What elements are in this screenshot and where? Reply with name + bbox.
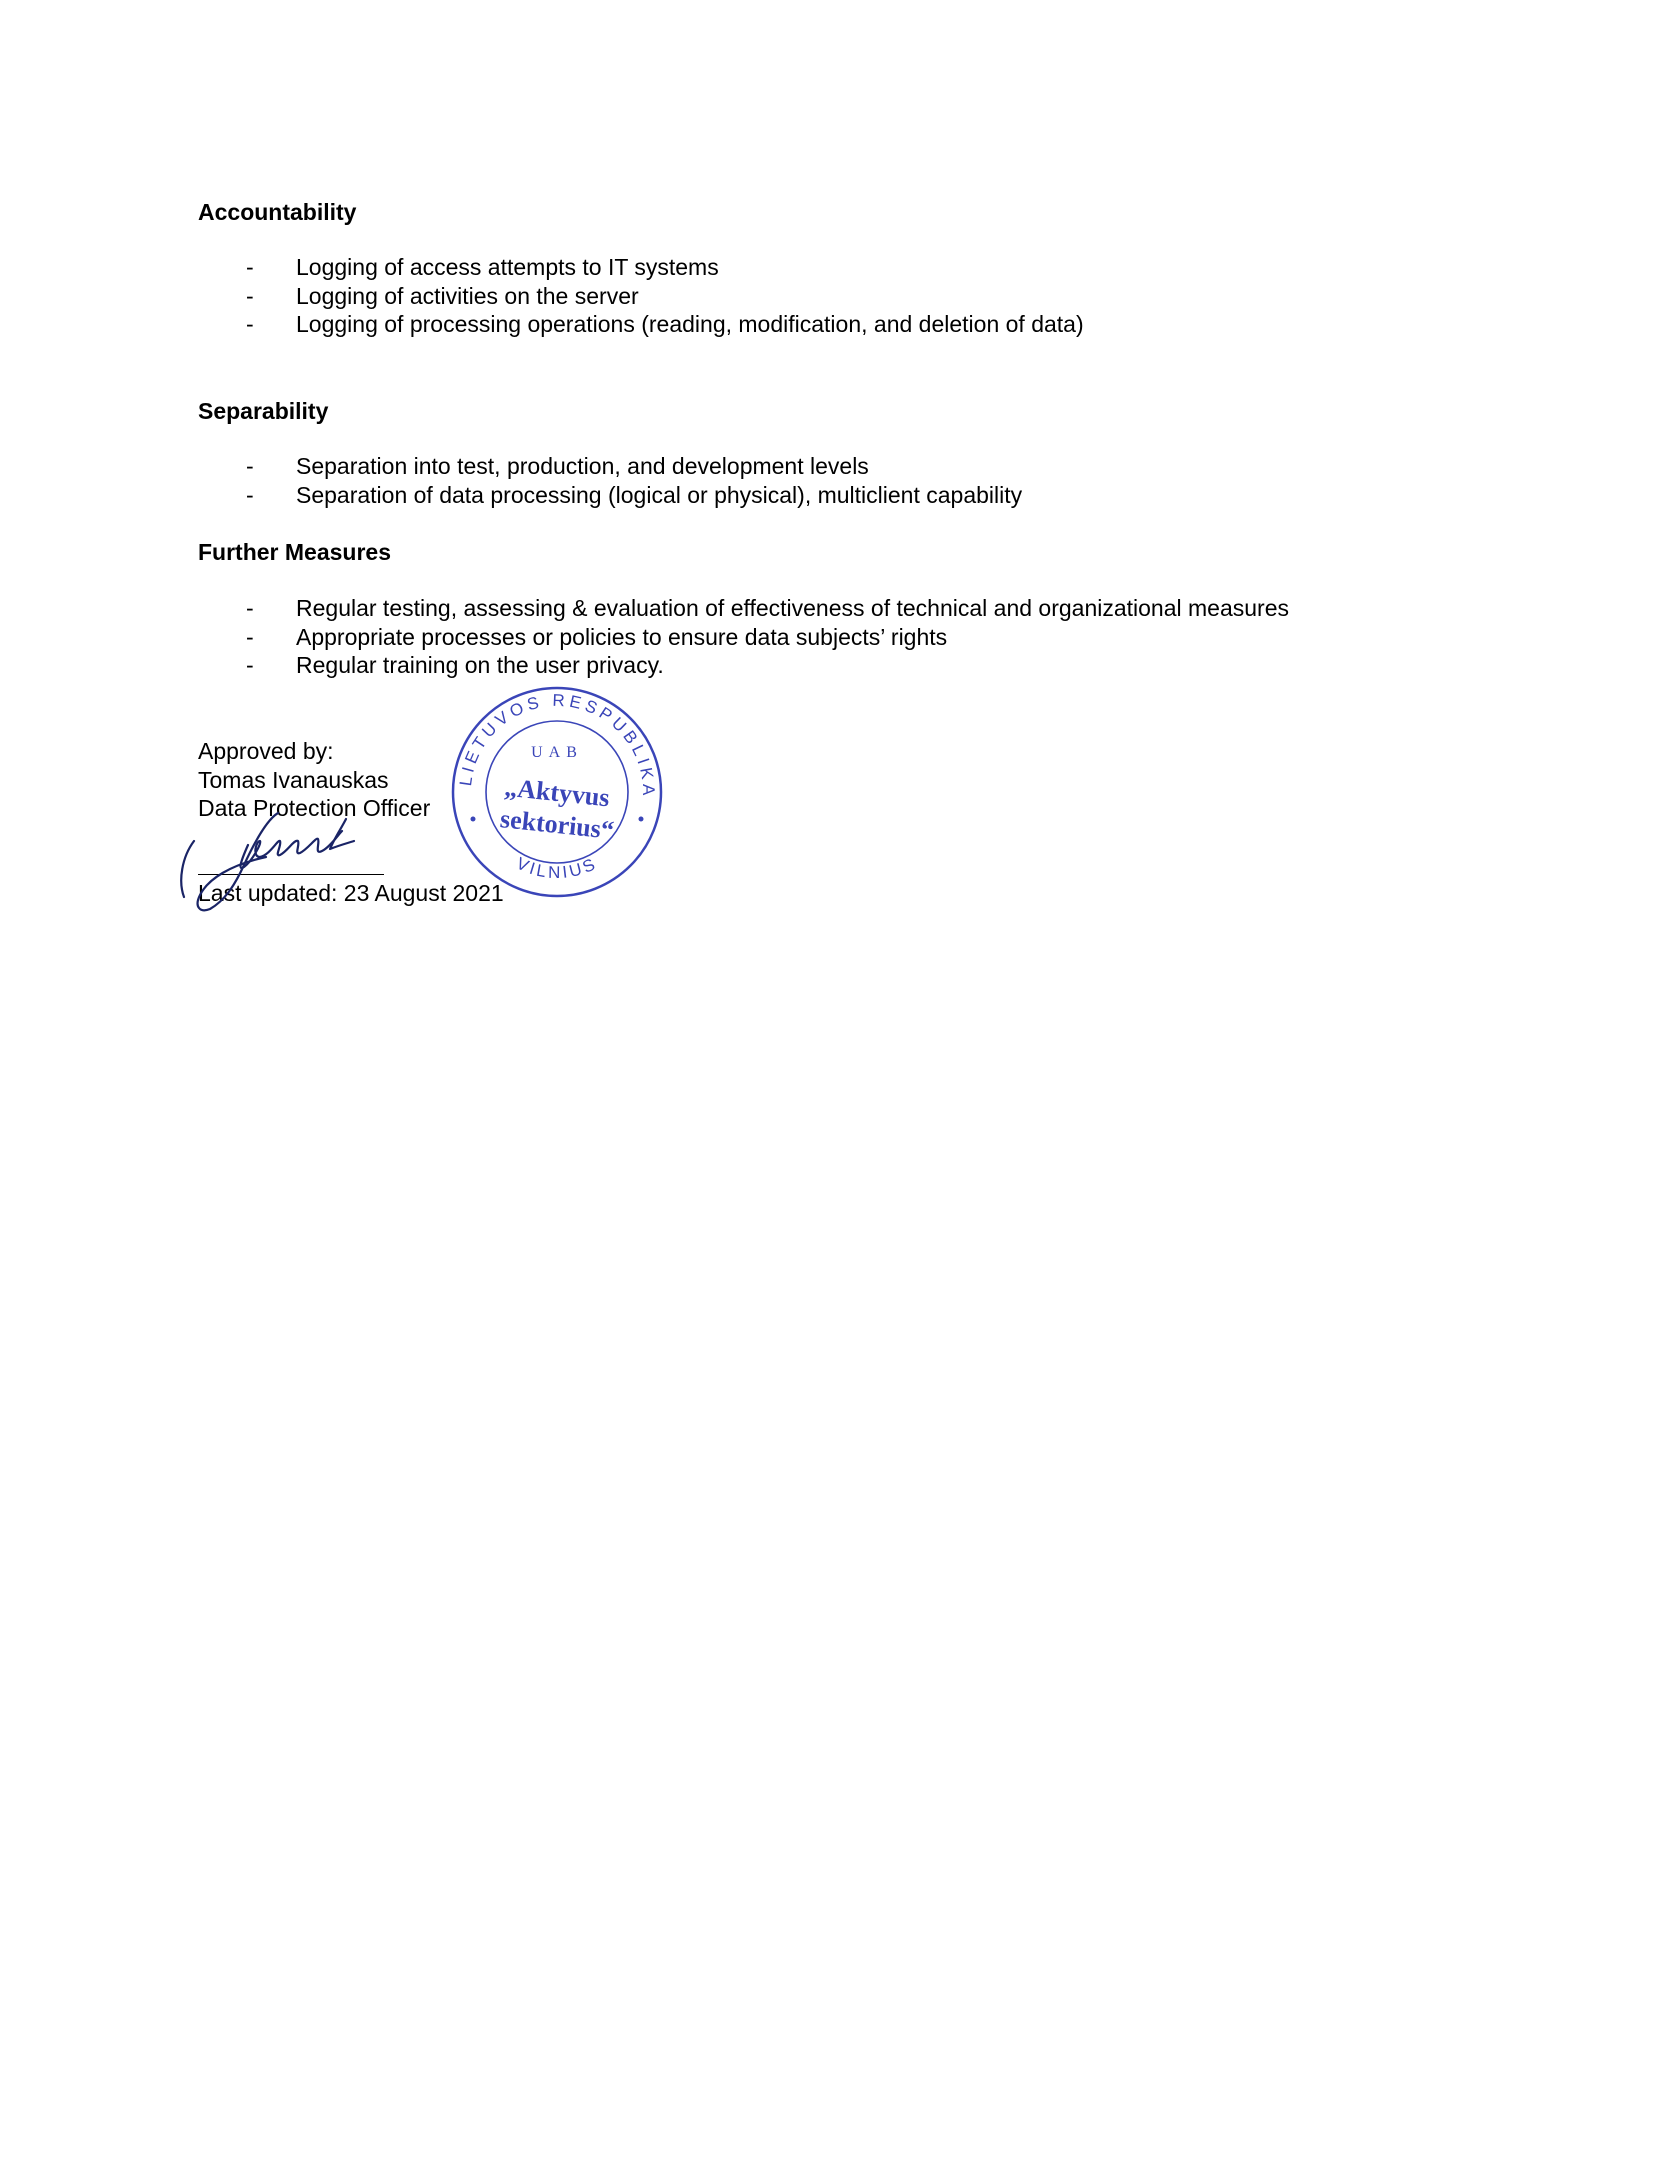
list-item-text: Logging of access attempts to IT systems: [296, 254, 719, 280]
bullet-dash: -: [246, 481, 254, 508]
svg-text:„Aktyvus: „Aktyvus: [503, 772, 612, 813]
bullet-dash: -: [246, 595, 254, 621]
list-item-text: Separation of data processing (logical or physical), multiclient capability: [296, 481, 1023, 508]
svg-text:sektorius“: sektorius“: [498, 804, 616, 845]
list-item-text: Regular training on the user privacy.: [296, 652, 664, 678]
list-item-text: Appropriate processes or policies to ensure data subjects’ rights: [296, 623, 948, 650]
company-stamp: [450, 685, 664, 899]
bullet-dash: -: [246, 311, 254, 337]
bullet-dash: -: [246, 623, 254, 650]
approved-by-label: Approved by:: [198, 738, 334, 764]
approver-name: Tomas Ivanauskas: [198, 766, 389, 793]
bullet-dash: -: [246, 652, 254, 678]
section-heading-further-measures: Further Measures: [198, 539, 392, 565]
svg-text:UAB: UAB: [531, 744, 583, 761]
approver-role: Data Protection Officer: [198, 795, 431, 821]
list-item-text: Regular testing, assessing & evaluation of effectiveness of technical and organizational measures: [296, 595, 1289, 621]
list-item-text: Separation into test, production, and development levels: [296, 453, 869, 479]
bullet-dash: -: [246, 254, 254, 280]
handwritten-signature: [170, 805, 390, 915]
section-heading-separability: Separability: [198, 398, 329, 424]
section-heading-accountability: Accountability: [198, 199, 357, 225]
list-item-text: Logging of activities on the server: [296, 282, 639, 309]
bullet-dash: -: [246, 282, 254, 309]
last-updated: Last updated: 23 August 2021: [198, 880, 504, 906]
svg-text:VILNIUS: VILNIUS: [513, 853, 601, 883]
bullet-dash: -: [246, 453, 254, 479]
svg-text:LIETUVOS RESPUBLIKA: LIETUVOS RESPUBLIKA: [456, 690, 659, 800]
list-item-text: Logging of processing operations (reading, modification, and deletion of data): [296, 311, 1084, 337]
